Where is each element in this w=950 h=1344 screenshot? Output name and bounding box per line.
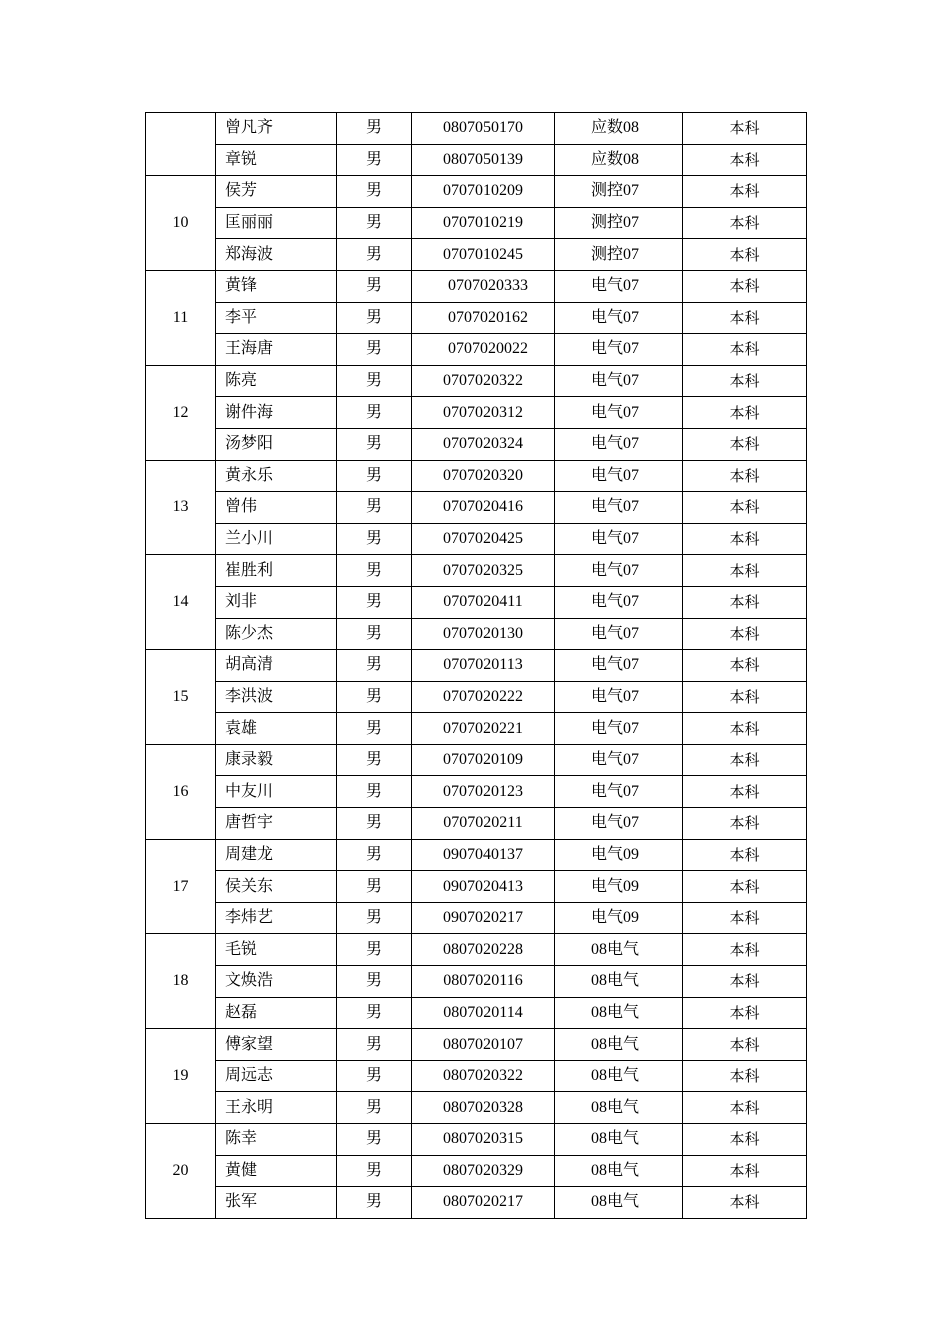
student-id: 0707020333 <box>412 270 555 302</box>
group-number: 16 <box>146 744 216 839</box>
student-id: 0707020109 <box>412 744 555 776</box>
student-name: 王海唐 <box>216 334 337 366</box>
student-class: 电气07 <box>555 365 683 397</box>
student-class: 电气07 <box>555 492 683 524</box>
student-sex: 男 <box>337 1029 412 1061</box>
student-level: 本科 <box>683 650 807 682</box>
student-class: 08电气 <box>555 1187 683 1219</box>
table-row <box>146 428 807 460</box>
table-row <box>146 397 807 429</box>
table-row <box>146 176 807 208</box>
student-name: 黄永乐 <box>216 460 337 492</box>
student-class: 08电气 <box>555 1124 683 1156</box>
student-name: 郑海波 <box>216 239 337 271</box>
student-level: 本科 <box>683 997 807 1029</box>
table-row <box>146 1187 807 1219</box>
student-level: 本科 <box>683 744 807 776</box>
student-level: 本科 <box>683 428 807 460</box>
student-level: 本科 <box>683 207 807 239</box>
student-level: 本科 <box>683 934 807 966</box>
student-sex: 男 <box>337 681 412 713</box>
group-number: 18 <box>146 934 216 1029</box>
student-sex: 男 <box>337 618 412 650</box>
student-class: 电气07 <box>555 428 683 460</box>
student-sex: 男 <box>337 1092 412 1124</box>
student-class: 电气07 <box>555 555 683 587</box>
student-sex: 男 <box>337 176 412 208</box>
student-name: 周远志 <box>216 1060 337 1092</box>
group-number: 15 <box>146 650 216 745</box>
student-class: 电气07 <box>555 713 683 745</box>
student-sex: 男 <box>337 744 412 776</box>
student-name: 张军 <box>216 1187 337 1219</box>
table-row <box>146 1029 807 1061</box>
student-level: 本科 <box>683 1124 807 1156</box>
student-name: 章锐 <box>216 144 337 176</box>
student-sex: 男 <box>337 428 412 460</box>
student-class: 应数08 <box>555 113 683 145</box>
roster-body <box>146 113 807 1219</box>
student-level: 本科 <box>683 113 807 145</box>
student-sex: 男 <box>337 302 412 334</box>
student-class: 应数08 <box>555 144 683 176</box>
student-level: 本科 <box>683 681 807 713</box>
student-class: 电气07 <box>555 334 683 366</box>
student-id: 0707020221 <box>412 713 555 745</box>
student-id: 0807020107 <box>412 1029 555 1061</box>
student-name: 王永明 <box>216 1092 337 1124</box>
student-id: 0707020324 <box>412 428 555 460</box>
student-level: 本科 <box>683 808 807 840</box>
student-id: 0807020228 <box>412 934 555 966</box>
student-sex: 男 <box>337 334 412 366</box>
table-row <box>146 839 807 871</box>
student-sex: 男 <box>337 934 412 966</box>
student-class: 08电气 <box>555 1092 683 1124</box>
student-name: 陈少杰 <box>216 618 337 650</box>
student-id: 0807050170 <box>412 113 555 145</box>
student-class: 测控07 <box>555 176 683 208</box>
student-level: 本科 <box>683 871 807 903</box>
student-sex: 男 <box>337 1187 412 1219</box>
student-id: 0707020113 <box>412 650 555 682</box>
table-row <box>146 1060 807 1092</box>
student-class: 电气09 <box>555 839 683 871</box>
student-class: 电气07 <box>555 618 683 650</box>
student-class: 电气07 <box>555 776 683 808</box>
table-row <box>146 302 807 334</box>
table-row <box>146 1092 807 1124</box>
student-sex: 男 <box>337 144 412 176</box>
student-class: 电气07 <box>555 586 683 618</box>
student-roster-table <box>145 112 807 1219</box>
student-id: 0707020411 <box>412 586 555 618</box>
table-row <box>146 966 807 998</box>
group-number: 13 <box>146 460 216 555</box>
table-row <box>146 365 807 397</box>
student-id: 0807020329 <box>412 1155 555 1187</box>
student-sex: 男 <box>337 902 412 934</box>
student-sex: 男 <box>337 239 412 271</box>
table-row <box>146 808 807 840</box>
student-id: 0807020328 <box>412 1092 555 1124</box>
student-sex: 男 <box>337 492 412 524</box>
student-sex: 男 <box>337 650 412 682</box>
student-level: 本科 <box>683 460 807 492</box>
student-level: 本科 <box>683 492 807 524</box>
student-sex: 男 <box>337 966 412 998</box>
student-level: 本科 <box>683 902 807 934</box>
student-name: 袁雄 <box>216 713 337 745</box>
table-row <box>146 555 807 587</box>
student-id: 0907020217 <box>412 902 555 934</box>
student-id: 0707020130 <box>412 618 555 650</box>
table-row <box>146 776 807 808</box>
student-id: 0907020413 <box>412 871 555 903</box>
student-level: 本科 <box>683 523 807 555</box>
student-level: 本科 <box>683 776 807 808</box>
table-row <box>146 1155 807 1187</box>
student-sex: 男 <box>337 365 412 397</box>
student-id: 0807050139 <box>412 144 555 176</box>
student-class: 08电气 <box>555 934 683 966</box>
student-id: 0907040137 <box>412 839 555 871</box>
student-level: 本科 <box>683 1187 807 1219</box>
table-row <box>146 681 807 713</box>
student-level: 本科 <box>683 365 807 397</box>
student-level: 本科 <box>683 270 807 302</box>
table-row <box>146 144 807 176</box>
student-sex: 男 <box>337 207 412 239</box>
student-class: 电气07 <box>555 650 683 682</box>
student-name: 匡丽丽 <box>216 207 337 239</box>
student-name: 康录毅 <box>216 744 337 776</box>
student-class: 电气07 <box>555 397 683 429</box>
student-level: 本科 <box>683 618 807 650</box>
student-class: 08电气 <box>555 966 683 998</box>
student-name: 赵磊 <box>216 997 337 1029</box>
student-name: 兰小川 <box>216 523 337 555</box>
student-name: 汤梦阳 <box>216 428 337 460</box>
student-class: 电气07 <box>555 460 683 492</box>
student-id: 0707020022 <box>412 334 555 366</box>
student-level: 本科 <box>683 397 807 429</box>
table-row <box>146 523 807 555</box>
student-id: 0707010219 <box>412 207 555 239</box>
student-name: 毛锐 <box>216 934 337 966</box>
student-name: 李平 <box>216 302 337 334</box>
table-row <box>146 334 807 366</box>
student-level: 本科 <box>683 302 807 334</box>
group-number: 20 <box>146 1124 216 1219</box>
student-id: 0707020211 <box>412 808 555 840</box>
student-sex: 男 <box>337 460 412 492</box>
table-row <box>146 618 807 650</box>
student-sex: 男 <box>337 397 412 429</box>
student-class: 08电气 <box>555 997 683 1029</box>
student-class: 电气09 <box>555 871 683 903</box>
student-class: 08电气 <box>555 1155 683 1187</box>
student-class: 电气07 <box>555 523 683 555</box>
student-sex: 男 <box>337 555 412 587</box>
student-name: 侯关东 <box>216 871 337 903</box>
student-level: 本科 <box>683 839 807 871</box>
student-name: 中友川 <box>216 776 337 808</box>
table-row <box>146 270 807 302</box>
student-id: 0807020315 <box>412 1124 555 1156</box>
group-number <box>146 113 216 176</box>
group-number: 11 <box>146 270 216 365</box>
student-name: 谢件海 <box>216 397 337 429</box>
student-level: 本科 <box>683 1092 807 1124</box>
student-class: 08电气 <box>555 1060 683 1092</box>
student-id: 0707020312 <box>412 397 555 429</box>
student-id: 0807020322 <box>412 1060 555 1092</box>
student-name: 黄锋 <box>216 270 337 302</box>
student-name: 李炜艺 <box>216 902 337 934</box>
table-row <box>146 871 807 903</box>
student-class: 电气09 <box>555 902 683 934</box>
student-class: 08电气 <box>555 1029 683 1061</box>
student-sex: 男 <box>337 997 412 1029</box>
table-row <box>146 239 807 271</box>
group-number: 17 <box>146 839 216 934</box>
student-name: 傅家望 <box>216 1029 337 1061</box>
student-sex: 男 <box>337 808 412 840</box>
student-level: 本科 <box>683 555 807 587</box>
student-class: 电气07 <box>555 681 683 713</box>
student-class: 测控07 <box>555 207 683 239</box>
student-id: 0707020222 <box>412 681 555 713</box>
student-id: 0707020416 <box>412 492 555 524</box>
group-number: 19 <box>146 1029 216 1124</box>
table-row <box>146 902 807 934</box>
student-class: 电气07 <box>555 808 683 840</box>
student-name: 黄健 <box>216 1155 337 1187</box>
student-sex: 男 <box>337 1060 412 1092</box>
student-name: 李洪波 <box>216 681 337 713</box>
student-class: 测控07 <box>555 239 683 271</box>
student-level: 本科 <box>683 334 807 366</box>
student-name: 周建龙 <box>216 839 337 871</box>
student-sex: 男 <box>337 270 412 302</box>
student-id: 0807020217 <box>412 1187 555 1219</box>
student-id: 0707010209 <box>412 176 555 208</box>
student-id: 0807020114 <box>412 997 555 1029</box>
student-id: 0707020322 <box>412 365 555 397</box>
student-name: 胡高清 <box>216 650 337 682</box>
student-name: 曾凡齐 <box>216 113 337 145</box>
table-row <box>146 207 807 239</box>
student-name: 侯芳 <box>216 176 337 208</box>
student-name: 曾伟 <box>216 492 337 524</box>
table-row <box>146 744 807 776</box>
student-id: 0707020425 <box>412 523 555 555</box>
student-sex: 男 <box>337 713 412 745</box>
table-row <box>146 934 807 966</box>
student-id: 0707020320 <box>412 460 555 492</box>
student-sex: 男 <box>337 1155 412 1187</box>
table-row <box>146 586 807 618</box>
student-level: 本科 <box>683 239 807 271</box>
student-sex: 男 <box>337 871 412 903</box>
student-id: 0807020116 <box>412 966 555 998</box>
student-level: 本科 <box>683 1060 807 1092</box>
student-name: 刘非 <box>216 586 337 618</box>
student-id: 0707020162 <box>412 302 555 334</box>
table-row <box>146 113 807 145</box>
student-name: 文焕浩 <box>216 966 337 998</box>
group-number: 14 <box>146 555 216 650</box>
student-level: 本科 <box>683 966 807 998</box>
student-id: 0707020325 <box>412 555 555 587</box>
student-class: 电气07 <box>555 744 683 776</box>
table-row <box>146 713 807 745</box>
student-level: 本科 <box>683 1029 807 1061</box>
student-name: 崔胜利 <box>216 555 337 587</box>
student-sex: 男 <box>337 586 412 618</box>
student-id: 0707020123 <box>412 776 555 808</box>
student-level: 本科 <box>683 1155 807 1187</box>
student-level: 本科 <box>683 713 807 745</box>
table-row <box>146 1124 807 1156</box>
group-number: 10 <box>146 176 216 271</box>
student-level: 本科 <box>683 144 807 176</box>
student-sex: 男 <box>337 839 412 871</box>
student-name: 陈亮 <box>216 365 337 397</box>
student-sex: 男 <box>337 776 412 808</box>
table-row <box>146 460 807 492</box>
table-row <box>146 997 807 1029</box>
student-sex: 男 <box>337 113 412 145</box>
student-name: 唐哲宇 <box>216 808 337 840</box>
table-row <box>146 650 807 682</box>
group-number: 12 <box>146 365 216 460</box>
student-id: 0707010245 <box>412 239 555 271</box>
student-name: 陈幸 <box>216 1124 337 1156</box>
student-sex: 男 <box>337 523 412 555</box>
student-level: 本科 <box>683 176 807 208</box>
student-class: 电气07 <box>555 270 683 302</box>
student-sex: 男 <box>337 1124 412 1156</box>
student-level: 本科 <box>683 586 807 618</box>
table-row <box>146 492 807 524</box>
student-class: 电气07 <box>555 302 683 334</box>
